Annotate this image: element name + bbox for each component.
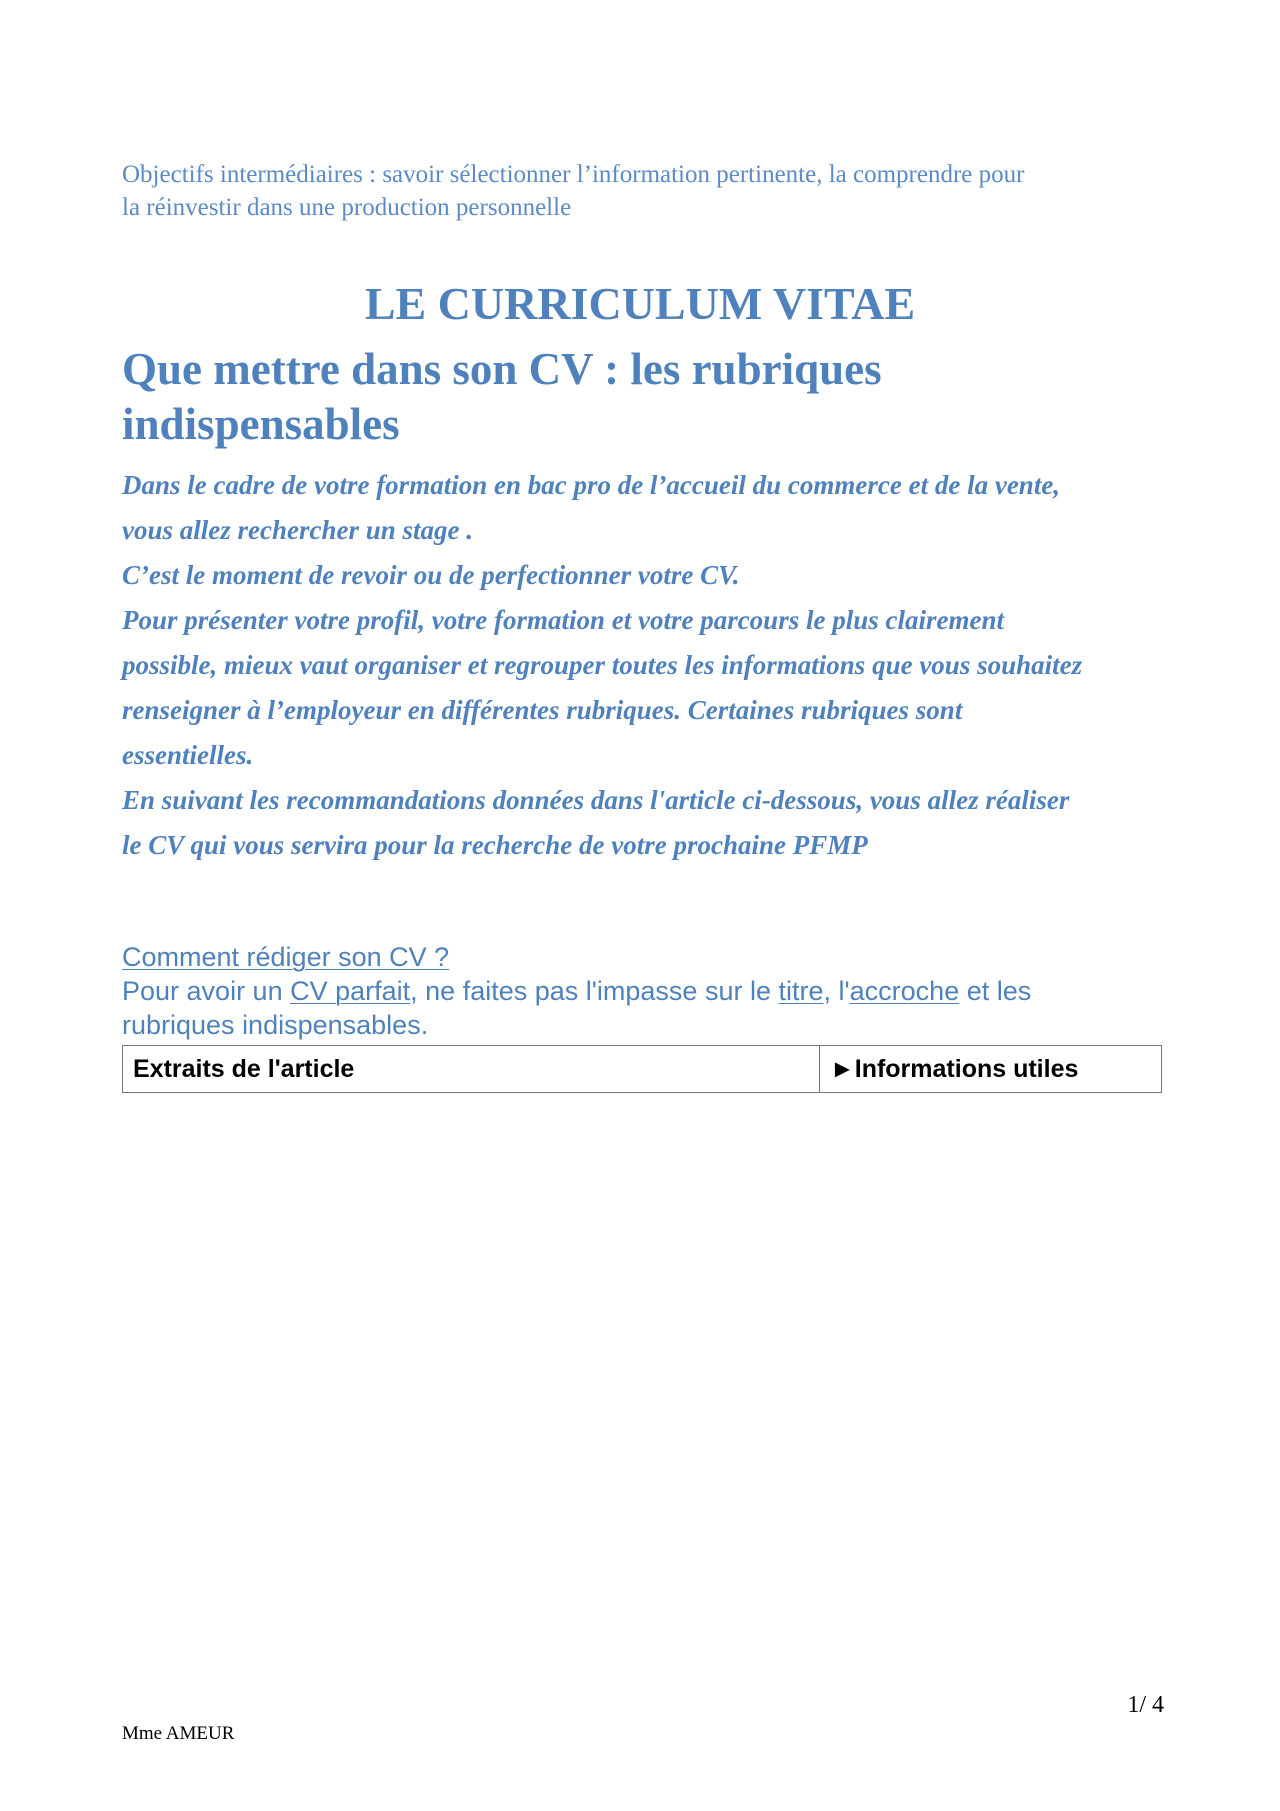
intro-paragraph-1 — [122, 463, 1182, 553]
objectives-line-2: la réinvestir dans une production personnelle — [122, 194, 572, 221]
article-description-line-2: rubriques indispensables. — [122, 1010, 429, 1040]
intro-p3-line-3: renseigner à l’employeur en différentes rubriques. Certaines rubriques sont — [122, 695, 963, 725]
document-subtitle — [122, 342, 1022, 452]
article-text-mid-1: , ne faites pas l'impasse sur le — [410, 976, 779, 1006]
intro-p4-line-1: En suivant les recommandations données dans l'article ci-dessous, vous allez réaliser — [122, 785, 1070, 815]
author-name: Mme AMEUR — [122, 1723, 235, 1744]
extracts-table — [122, 1045, 1162, 1093]
intro-paragraph-3 — [122, 598, 1182, 778]
subtitle-line-1: Que mettre dans son CV : les rubriques — [122, 344, 882, 394]
table-header-extracts: Extraits de l'article — [123, 1046, 820, 1093]
intro-paragraph-2: C’est le moment de revoir ou de perfectionner votre CV. — [122, 560, 740, 590]
accroche-link[interactable]: accroche — [849, 976, 960, 1006]
article-title-link[interactable]: Comment rédiger son CV ? — [122, 942, 450, 972]
intro-p1-line-2: vous allez rechercher un stage . — [122, 515, 473, 545]
intro-p3-line-4: essentielles. — [122, 740, 254, 770]
cv-parfait-link[interactable]: CV parfait — [290, 976, 411, 1006]
article-text-mid-2: , l' — [823, 976, 850, 1006]
intro-p3-line-1: Pour présenter votre profil, votre formation et votre parcours le plus clairement — [122, 605, 1004, 635]
intro-paragraph-4 — [122, 778, 1182, 868]
table-row — [123, 1046, 1162, 1093]
page-number: 1/ 4 — [1127, 1692, 1164, 1718]
table-header-useful-info: ►Informations utiles — [820, 1046, 1162, 1093]
article-block — [122, 940, 1162, 1042]
intro-p1-line-1: Dans le cadre de votre formation en bac pro de l’accueil du commerce et de la vente, — [122, 470, 1061, 500]
intro-p4-line-2: le CV qui vous servira pour la recherche de votre prochaine PFMP — [122, 830, 868, 860]
intro-p3-line-2: possible, mieux vaut organiser et regrouper toutes les informations que vous souhaitez — [122, 650, 1083, 680]
article-text-after: et les — [959, 976, 1032, 1006]
article-text-before: Pour avoir un — [122, 976, 291, 1006]
objectives-line-1: Objectifs intermédiaires : savoir sélectionner l’information pertinente, la comprendre pour — [122, 161, 1025, 188]
objectives-text — [122, 158, 1082, 224]
document-title: LE CURRICULUM VITAE — [364, 278, 916, 329]
intro-section — [122, 463, 1182, 868]
article-description — [122, 974, 1162, 1008]
titre-link[interactable]: titre — [778, 976, 824, 1006]
subtitle-line-2: indispensables — [122, 399, 400, 449]
